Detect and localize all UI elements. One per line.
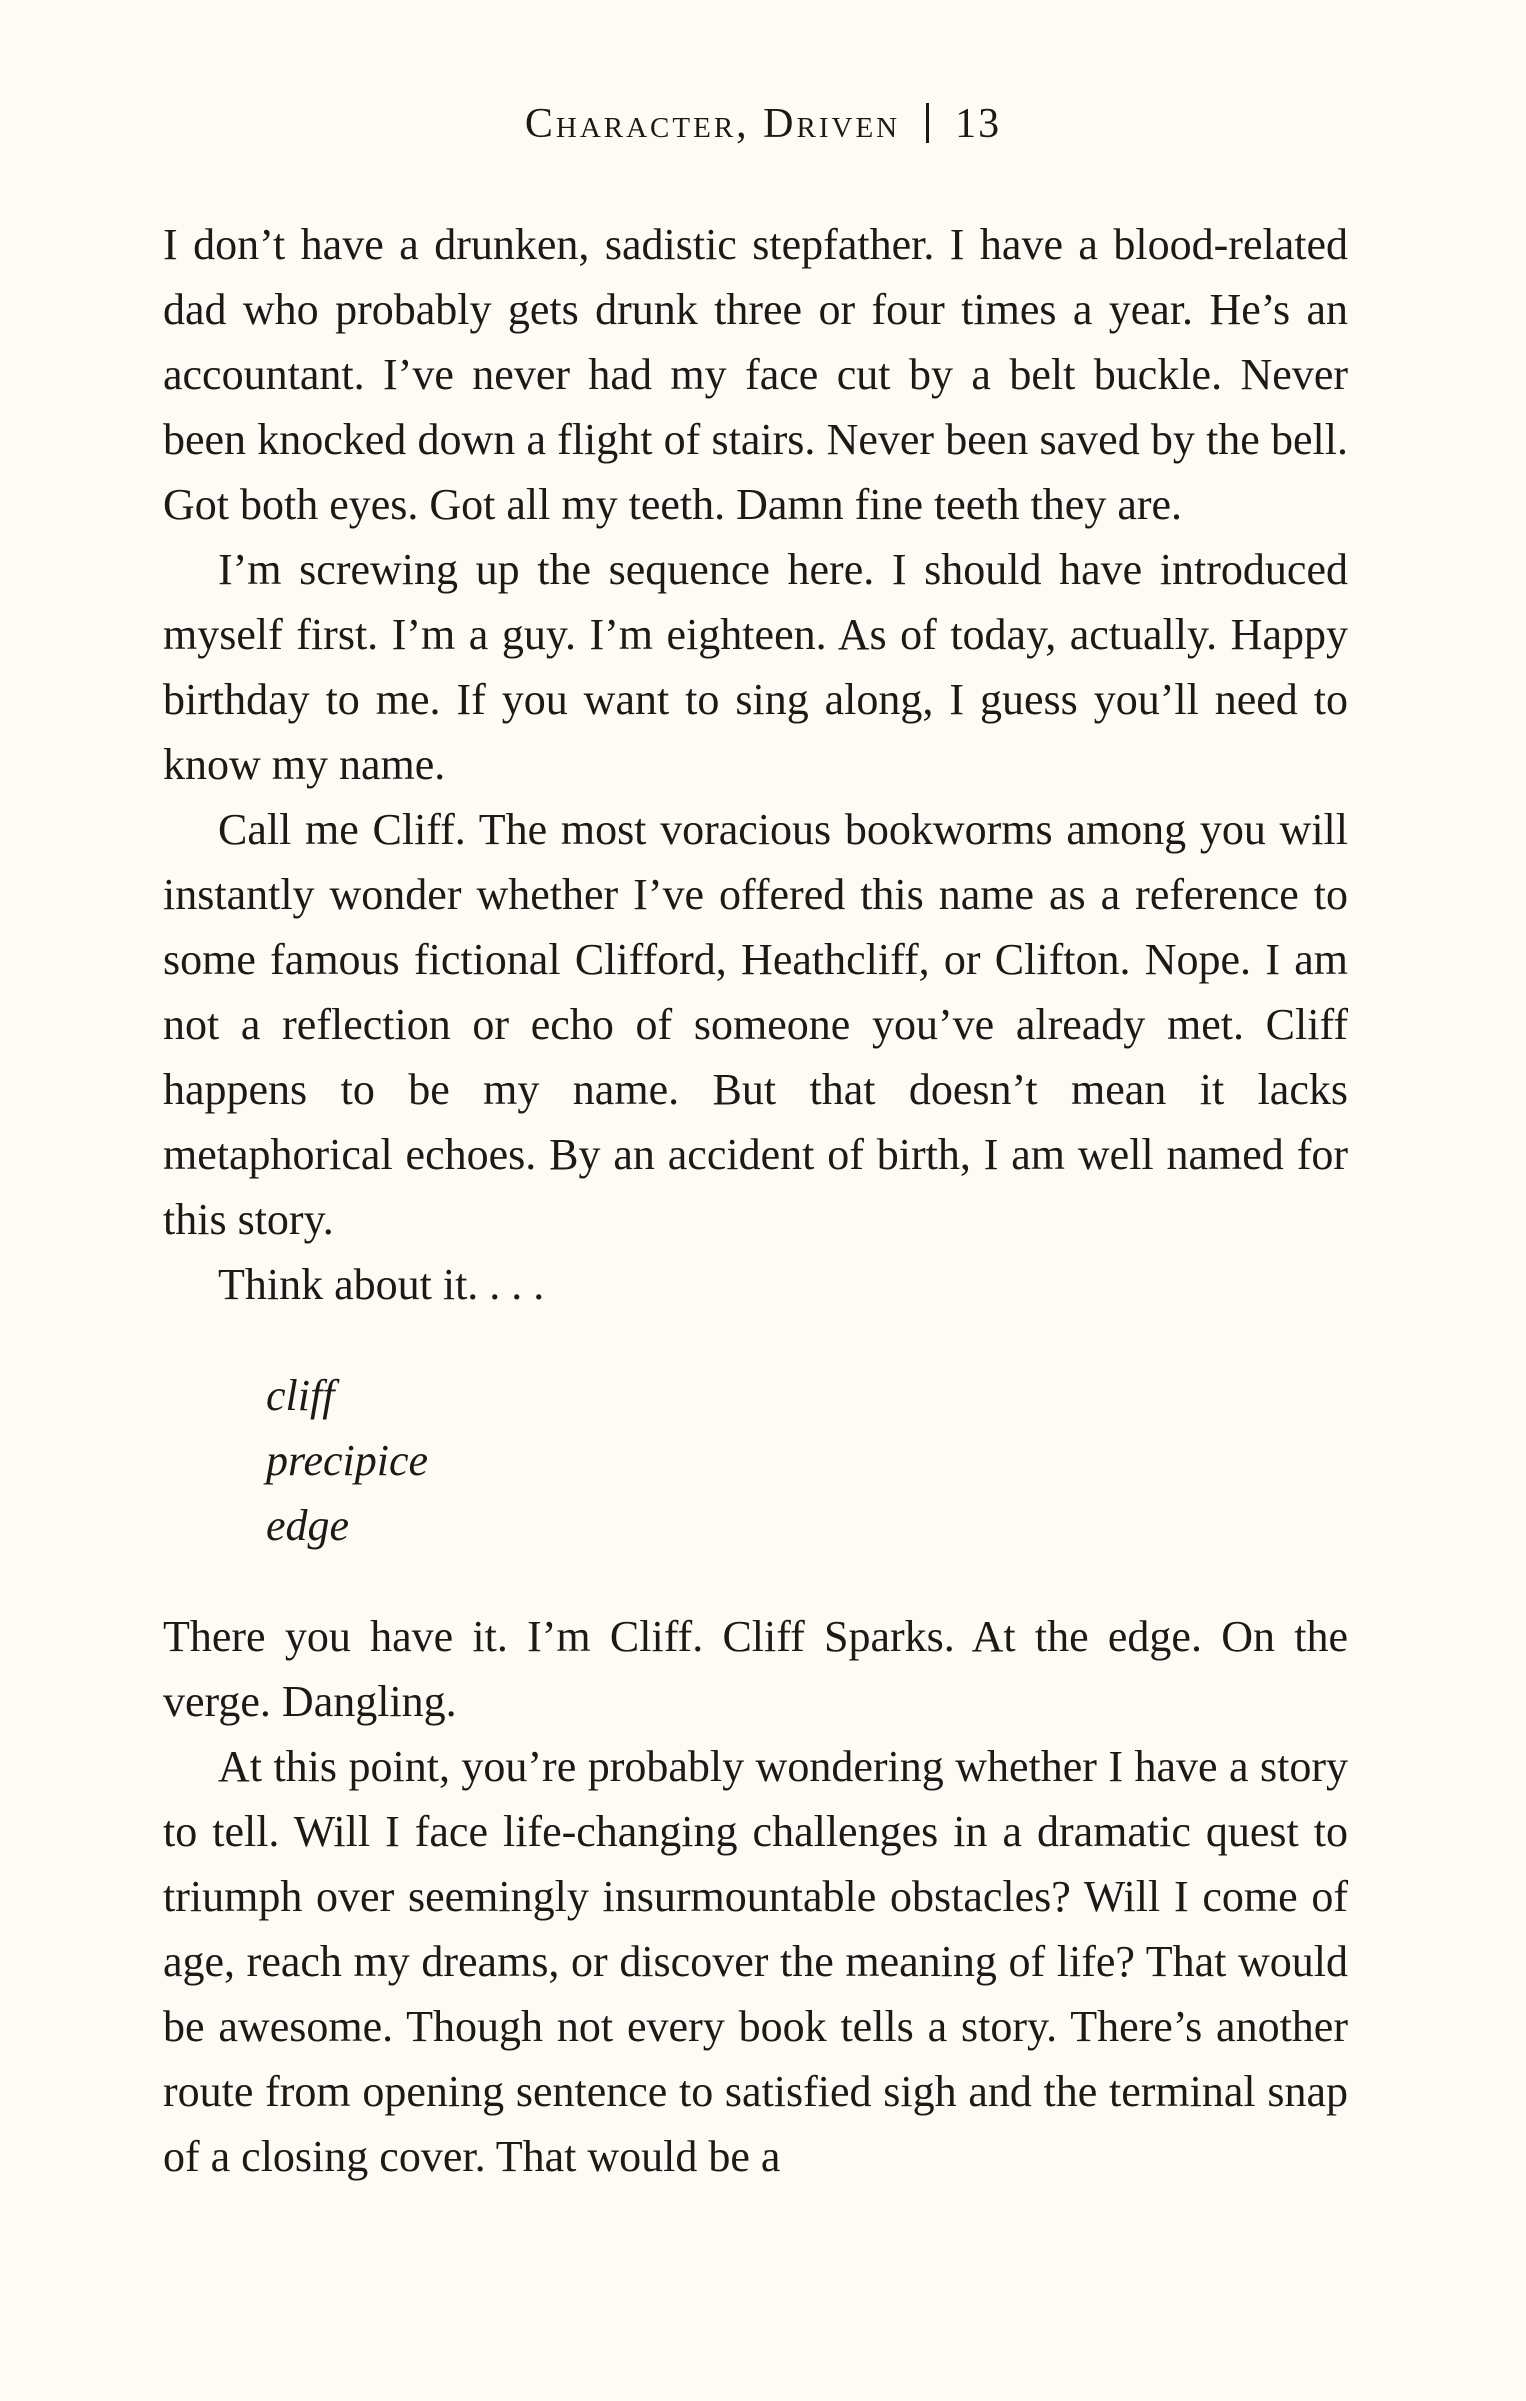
word-list-item: precipice <box>266 1436 429 1485</box>
page-number: 13 <box>955 101 1002 147</box>
paragraph: I don’t have a drunken, sadistic stepfather. I have a blood-related dad who probably gets drunk three or four times a year. He’s an accountant. I’ve never had my face cut by a belt buckle. Never been knocked down a flight of stairs. Never been saved by the bell. Got both eyes. Got all my teeth. Damn fine teeth they are. <box>163 220 1348 529</box>
running-head-separator <box>926 103 929 143</box>
running-head <box>0 100 1526 148</box>
paragraph: Think about it. . . . <box>218 1260 545 1309</box>
paragraph: At this point, you’re probably wondering whether I have a story to tell. Will I face life-changing challenges in a dramatic quest to triumph over seemingly insurmountable obstacles? Will I come of age, reach my dreams, or discover the meaning of life? That would be awesome. Though not every book tells a story. There’s another route from opening sentence to satisfied sigh and the terminal snap of a closing cover. That would be a <box>163 1742 1348 2181</box>
word-list-item: edge <box>266 1501 350 1550</box>
paragraph: Call me Cliff. The most voracious bookworms among you will instantly wonder whether I’ve offered this name as a reference to some famous fictional Clifford, Heathcliff, or Clifton. Nope. I am not a reflection or echo of someone you’ve already met. Cliff happens to be my name. But that doesn’t mean it lacks metaphorical echoes. By an accident of birth, I am well named for this story. <box>163 805 1348 1244</box>
paragraph: There you have it. I’m Cliff. Cliff Sparks. At the edge. On the verge. Dangling. <box>163 1612 1348 1726</box>
word-list-item: cliff <box>266 1371 335 1420</box>
body-text <box>163 212 1348 2189</box>
running-head-title: Character, Driven <box>524 101 901 147</box>
word-list <box>266 1363 1348 1558</box>
paragraph: I’m screwing up the sequence here. I should have introduced myself first. I’m a guy. I’m eighteen. As of today, actually. Happy birthday to me. If you want to sing along, I guess you’ll need to know my name. <box>163 545 1348 789</box>
